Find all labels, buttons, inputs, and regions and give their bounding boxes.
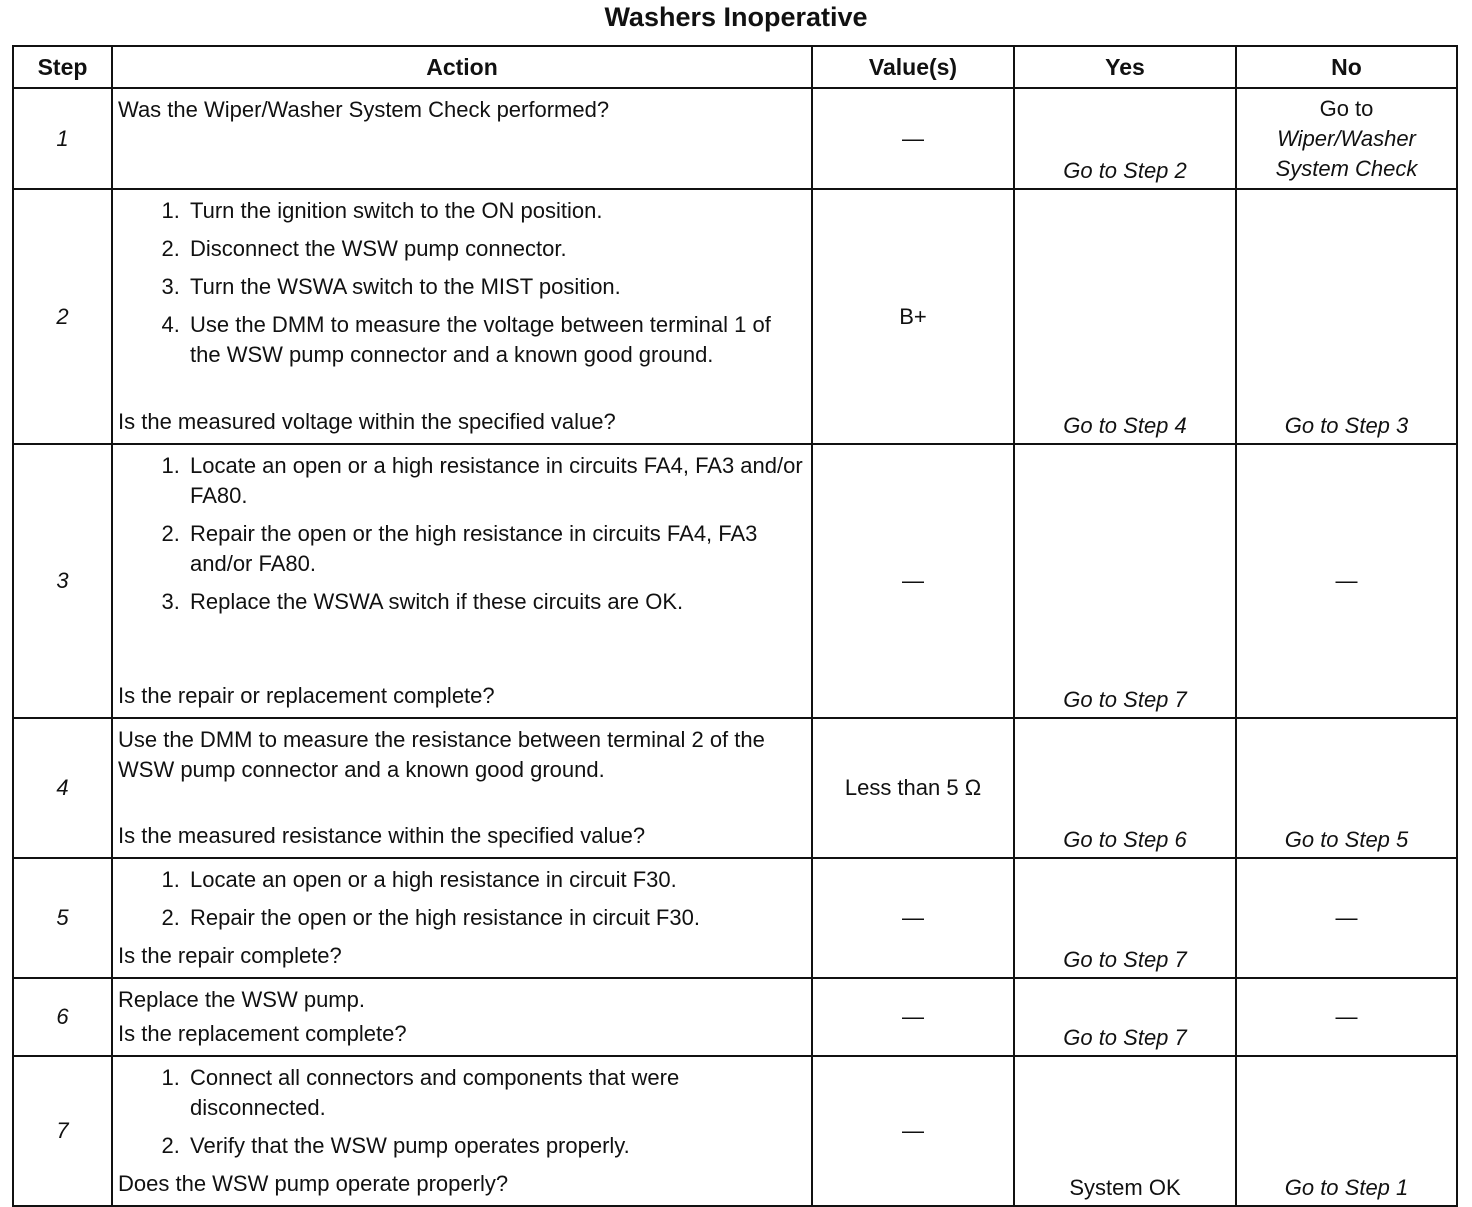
yes-cell: Go to Step 4 xyxy=(1014,189,1236,444)
yes-cell: Go to Step 7 xyxy=(1014,858,1236,978)
no-cell: — xyxy=(1236,978,1457,1056)
no-cell xyxy=(1236,88,1457,189)
action-text: Replace the WSW pump. xyxy=(118,987,365,1012)
no-cell: Go to Step 5 xyxy=(1236,718,1457,858)
action-step: 4. Use the DMM to measure the voltage between terminal 1 of the WSW pump connector and a known good ground. xyxy=(186,310,805,370)
yes-cell: Go to Step 7 xyxy=(1014,444,1236,718)
action-step: 2. Repair the open or the high resistance in circuits FA4, FA3 and/or FA80. xyxy=(186,519,805,579)
action-steps xyxy=(118,1063,805,1169)
no-cell: — xyxy=(1236,858,1457,978)
value-cell: — xyxy=(812,1056,1014,1206)
action-step: 2. Repair the open or the high resistance in circuit F30. xyxy=(186,903,805,933)
step-number: 3 xyxy=(13,444,112,718)
action-step: 3. Replace the WSWA switch if these circuits are OK. xyxy=(186,587,805,617)
action-steps xyxy=(118,451,805,625)
header-step: Step xyxy=(13,46,112,88)
value-cell: Less than 5 Ω xyxy=(812,718,1014,858)
step-number: 4 xyxy=(13,718,112,858)
step-number: 1 xyxy=(13,88,112,189)
value-cell: — xyxy=(812,858,1014,978)
action-cell xyxy=(112,718,812,858)
action-question: Is the replacement complete? xyxy=(118,1021,407,1046)
header-yes: Yes xyxy=(1014,46,1236,88)
table-row xyxy=(13,858,1457,978)
no-cell: — xyxy=(1236,444,1457,718)
action-step: 1. Turn the ignition switch to the ON position. xyxy=(186,196,805,226)
yes-cell: Go to Step 2 xyxy=(1014,88,1236,189)
step-number: 2 xyxy=(13,189,112,444)
action-step: 3. Turn the WSWA switch to the MIST position. xyxy=(186,272,805,302)
page-title: Washers Inoperative xyxy=(604,2,868,32)
yes-cell: Go to Step 6 xyxy=(1014,718,1236,858)
action-cell xyxy=(112,1056,812,1206)
action-cell xyxy=(112,88,812,189)
header-values: Value(s) xyxy=(812,46,1014,88)
no-line: System Check xyxy=(1275,155,1418,181)
no-cell: Go to Step 1 xyxy=(1236,1056,1457,1206)
diagnostic-table xyxy=(12,45,1458,1207)
header-row xyxy=(13,46,1457,88)
action-question: Is the repair complete? xyxy=(118,943,342,968)
step-number: 5 xyxy=(13,858,112,978)
action-question: Does the WSW pump operate properly? xyxy=(118,1171,509,1196)
table-row xyxy=(13,189,1457,444)
table-row xyxy=(13,88,1457,189)
value-cell: — xyxy=(812,88,1014,189)
action-question: Is the repair or replacement complete? xyxy=(118,683,495,708)
no-cell: Go to Step 3 xyxy=(1236,189,1457,444)
yes-cell: System OK xyxy=(1014,1056,1236,1206)
value-cell: — xyxy=(812,978,1014,1056)
action-cell xyxy=(112,978,812,1056)
action-cell xyxy=(112,189,812,444)
value-cell: B+ xyxy=(812,189,1014,444)
step-number: 7 xyxy=(13,1056,112,1206)
action-steps xyxy=(118,865,805,941)
action-step: 2. Verify that the WSW pump operates properly. xyxy=(186,1131,805,1161)
action-step: 1. Locate an open or a high resistance in circuit F30. xyxy=(186,865,805,895)
action-text: Use the DMM to measure the resistance between terminal 2 of the WSW pump connector and a known good ground. xyxy=(118,727,765,782)
action-cell xyxy=(112,858,812,978)
table-row xyxy=(13,718,1457,858)
header-no: No xyxy=(1236,46,1457,88)
action-step: 1. Connect all connectors and components that were disconnected. xyxy=(186,1063,805,1123)
yes-cell: Go to Step 7 xyxy=(1014,978,1236,1056)
action-question: Is the measured voltage within the specified value? xyxy=(118,409,616,434)
no-line: Wiper/Washer xyxy=(1277,125,1416,151)
action-question: Is the measured resistance within the specified value? xyxy=(118,823,646,848)
action-step: 2. Disconnect the WSW pump connector. xyxy=(186,234,805,264)
action-text: Was the Wiper/Washer System Check performed? xyxy=(118,97,610,122)
value-cell: — xyxy=(812,444,1014,718)
action-cell xyxy=(112,444,812,718)
table-row xyxy=(13,1056,1457,1206)
step-number: 6 xyxy=(13,978,112,1056)
action-step: 1. Locate an open or a high resistance in circuits FA4, FA3 and/or FA80. xyxy=(186,451,805,511)
no-line: Go to xyxy=(1319,95,1374,121)
header-action: Action xyxy=(112,46,812,88)
table-row xyxy=(13,978,1457,1056)
table-row xyxy=(13,444,1457,718)
action-steps xyxy=(118,196,805,378)
